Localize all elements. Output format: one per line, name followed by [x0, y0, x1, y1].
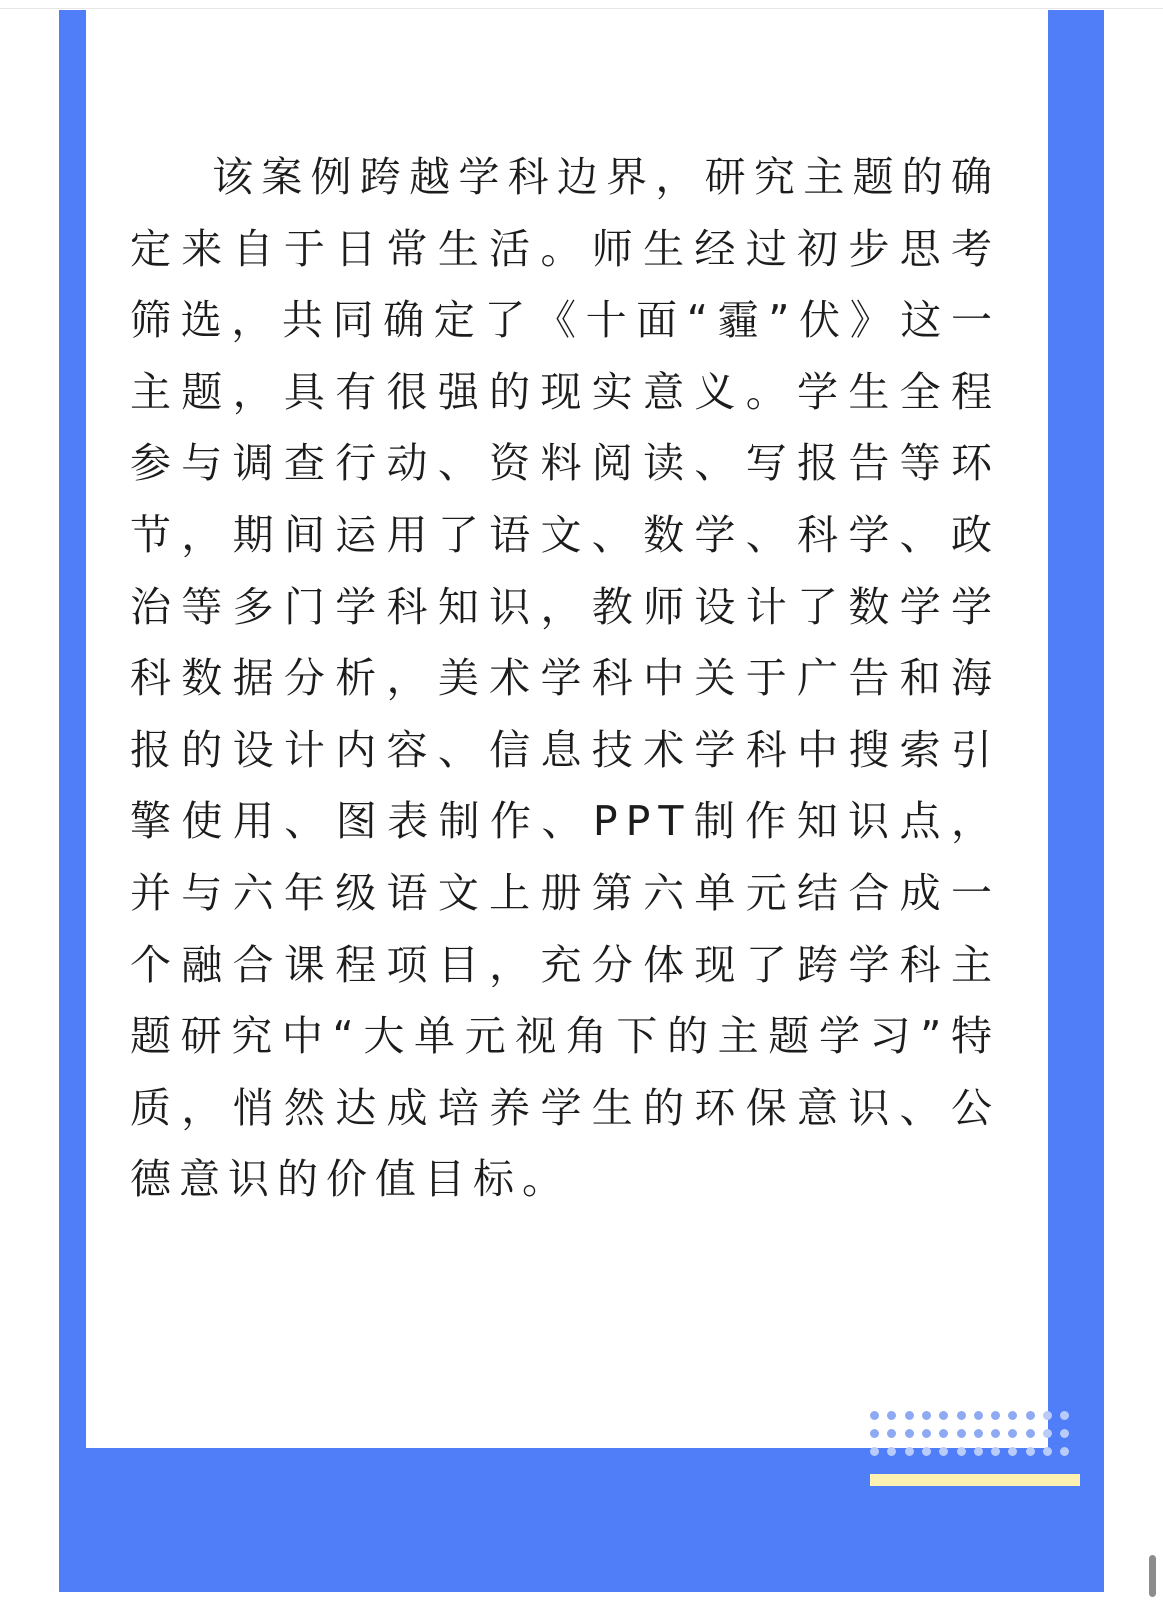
decorative-dot: [922, 1411, 931, 1420]
decorative-dot: [1026, 1411, 1035, 1420]
decorative-dot: [974, 1429, 983, 1438]
decorative-dot: [1026, 1429, 1035, 1438]
decorative-dot: [974, 1411, 983, 1420]
decorative-dot: [939, 1429, 948, 1438]
decorative-yellow-bar: [870, 1474, 1080, 1486]
decorative-dot: [939, 1411, 948, 1420]
decorative-dot: [991, 1447, 1000, 1456]
decorative-dot: [1008, 1411, 1017, 1420]
decorative-dot: [887, 1429, 896, 1438]
decorative-dot: [1043, 1429, 1052, 1438]
scrollbar-thumb[interactable]: [1149, 1555, 1156, 1597]
decorative-dot: [905, 1447, 914, 1456]
decorative-dot-grid: [870, 1411, 1080, 1471]
decorative-dot: [1008, 1429, 1017, 1438]
decorative-dot: [1043, 1447, 1052, 1456]
decorative-dot: [1060, 1447, 1069, 1456]
decorative-dot: [957, 1429, 966, 1438]
decorative-dot: [939, 1447, 948, 1456]
decorative-dot: [957, 1411, 966, 1420]
decorative-dot: [870, 1447, 879, 1456]
decorative-dot: [887, 1447, 896, 1456]
decorative-dot: [991, 1429, 1000, 1438]
article-paragraph: 该案例跨越学科边界，研究主题的确定来自于日常生活。师生经过初步思考筛选，共同确定了《十面“霾”伏》这一主题，具有很强的现实意义。学生全程参与调查行动、资料阅读、写报告等环节，期间运用了语文、数学、科学、政治等多门学科知识，教师设计了数学学科数据分析，美术学科中关于广告和海报的设计内容、信息技术学科中搜索引擎使用、图表制作、PPT制作知识点，并与六年级语文上册第六单元结合成一个融合课程项目，充分体现了跨学科主题研究中“大单元视角下的主题学习”特质，悄然达成培养学生的环保意识、公德意识的价值目标。: [130, 153, 1000, 1204]
decorative-dot: [1008, 1447, 1017, 1456]
decorative-dot: [905, 1411, 914, 1420]
decorative-dot: [922, 1447, 931, 1456]
decorative-dot: [870, 1411, 879, 1420]
decorative-dot: [887, 1411, 896, 1420]
decorative-dot: [974, 1447, 983, 1456]
decorative-dot: [991, 1411, 1000, 1420]
decorative-dot: [870, 1429, 879, 1438]
decorative-dot: [1060, 1429, 1069, 1438]
decorative-dot: [957, 1447, 966, 1456]
top-divider: [0, 8, 1163, 9]
decorative-dot: [1026, 1447, 1035, 1456]
decorative-dot: [1043, 1411, 1052, 1420]
decorative-dot: [905, 1429, 914, 1438]
decorative-dot: [1060, 1411, 1069, 1420]
decorative-dot: [922, 1429, 931, 1438]
